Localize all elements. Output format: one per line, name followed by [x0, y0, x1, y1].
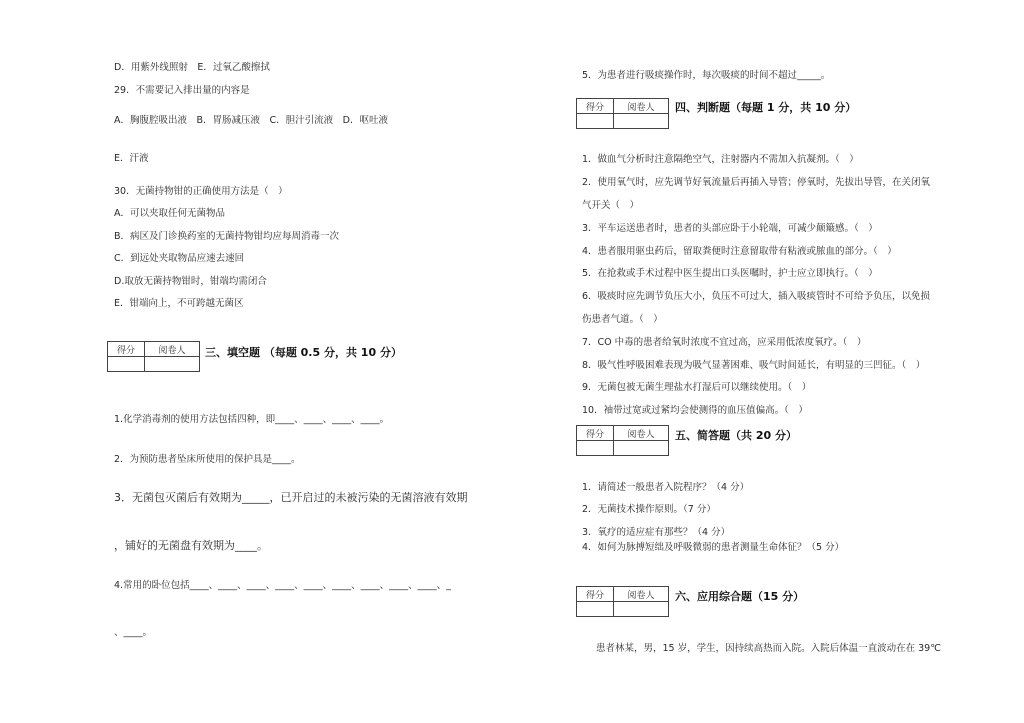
reviewer-cell — [614, 441, 669, 456]
q30-option-b: B．病区及门诊换药室的无菌持物钳均应每周消毒一次 — [114, 231, 340, 242]
reviewer-label: 阅卷人 — [614, 426, 669, 441]
score-box-section6 — [576, 586, 669, 617]
section-4-title: 四、判断题（每题 1 分，共 10 分） — [675, 101, 857, 114]
right-column — [512, 0, 1024, 723]
judge-9: 9．无菌包被无菌生理盐水打湿后可以继续使用。（ ） — [582, 382, 812, 393]
judge-2-line2: 气开关（ ） — [582, 200, 640, 211]
judge-4: 4．患者服用驱虫药后，留取粪便时注意留取带有粘液或脓血的部分。（ ） — [582, 246, 897, 257]
score-cell — [577, 441, 614, 456]
reviewer-cell — [145, 357, 200, 372]
score-box-section3 — [107, 341, 200, 372]
reviewer-label: 阅卷人 — [614, 587, 669, 602]
q29-option-e: E．汗液 — [114, 153, 149, 164]
score-label: 得分 — [577, 587, 614, 602]
judge-1: 1．做血气分析时注意隔绝空气，注射器内不需加入抗凝剂。（ ） — [582, 154, 859, 165]
case-description: 患者林某，男，15 岁，学生，因持续高热而入院。入院后体温一直波动在在 39℃ — [596, 643, 941, 654]
judge-3: 3．平车运送患者时，患者的头部应卧于小轮端，可减少颠簸感。（ ） — [582, 223, 878, 234]
judge-6-line1: 6．吸痰时应先调节负压大小，负压不可过大，插入吸痰管时不可给予负压，以免损 — [582, 291, 931, 302]
fill-3-line2: ，铺好的无菌盘有效期为____。 — [114, 539, 268, 552]
fill-4-line2: 、____。 — [114, 627, 153, 638]
q29-stem: 29．不需要记入排出量的内容是 — [114, 85, 250, 96]
q30-option-d: D.取放无菌持物钳时，钳端均需闭合 — [114, 276, 267, 287]
score-cell — [108, 357, 145, 372]
fill-2: 2．为预防患者坠床所使用的保护具是____。 — [114, 454, 301, 465]
fill-3-line1: 3．无菌包灭菌后有效期为_____，已开启过的未被污染的无菌溶液有效期 — [114, 491, 468, 504]
short-answer-3: 3．氧疗的适应症有那些？（4 分） — [582, 527, 731, 538]
short-answer-2: 2．无菌技术操作原则。（7 分） — [582, 504, 716, 515]
q30-option-a: A．可以夹取任何无菌物品 — [114, 208, 225, 219]
q29-options-abcd: A．胸腹腔吸出液 B．胃肠减压液 C．胆汁引流液 D．呕吐液 — [114, 115, 388, 126]
reviewer-label: 阅卷人 — [614, 99, 669, 114]
reviewer-cell — [614, 602, 669, 617]
fill-1: 1.化学消毒剂的使用方法包括四种，即____、____、____、____。 — [114, 414, 390, 425]
score-label: 得分 — [108, 342, 145, 357]
judge-2-line1: 2．使用氧气时，应先调节好氧流量后再插入导管；停氧时，先拔出导管，在关闭氧 — [582, 177, 931, 188]
score-cell — [577, 602, 614, 617]
q30-option-e: E．钳端向上，不可跨越无菌区 — [114, 298, 244, 309]
reviewer-label: 阅卷人 — [145, 342, 200, 357]
fill-4-line1: 4.常用的卧位包括____、____、____、____、____、____、____、____、____、_ — [114, 580, 451, 591]
section-3-title: 三、填空题 （每题 0.5 分，共 10 分） — [205, 346, 402, 359]
judge-5: 5．在抢救或手术过程中医生提出口头医嘱时，护士应立即执行。（ ） — [582, 268, 878, 279]
score-cell — [577, 114, 614, 129]
score-box-section5 — [576, 425, 669, 456]
judge-8: 8．吸气性呼吸困难表现为吸气显著困难、吸气时间延长，有明显的三凹征。（ ） — [582, 360, 926, 371]
score-label: 得分 — [577, 426, 614, 441]
section-5-title: 五、简答题（共 20 分） — [675, 429, 797, 442]
short-answer-4: 4．如何为脉搏短绌及呼吸微弱的患者测量生命体征？（5 分） — [582, 542, 845, 553]
section-6-title: 六、应用综合题（15 分） — [675, 590, 805, 603]
score-box-section4 — [576, 98, 669, 129]
short-answer-1: 1．请简述一般患者入院程序？（4 分） — [582, 482, 750, 493]
score-label: 得分 — [577, 99, 614, 114]
judge-10: 10．袖带过宽或过紧均会使测得的血压值偏高。（ ） — [582, 405, 808, 416]
judge-6-line2: 伤患者气道。（ ） — [582, 314, 663, 325]
judge-7: 7．CO 中毒的患者给氧时浓度不宜过高，应采用低浓度氧疗。（ ） — [582, 337, 867, 348]
q30-option-c: C．到远处夹取物品应速去速回 — [114, 253, 245, 264]
fill-5: 5．为患者进行吸痰操作时，每次吸痰的时间不超过_____。 — [582, 70, 831, 81]
q30-stem: 30．无菌持物钳的正确使用方法是（ ） — [114, 186, 288, 197]
reviewer-cell — [614, 114, 669, 129]
q28-options-de: D．用紫外线照射 E．过氧乙酸擦拭 — [114, 62, 270, 73]
